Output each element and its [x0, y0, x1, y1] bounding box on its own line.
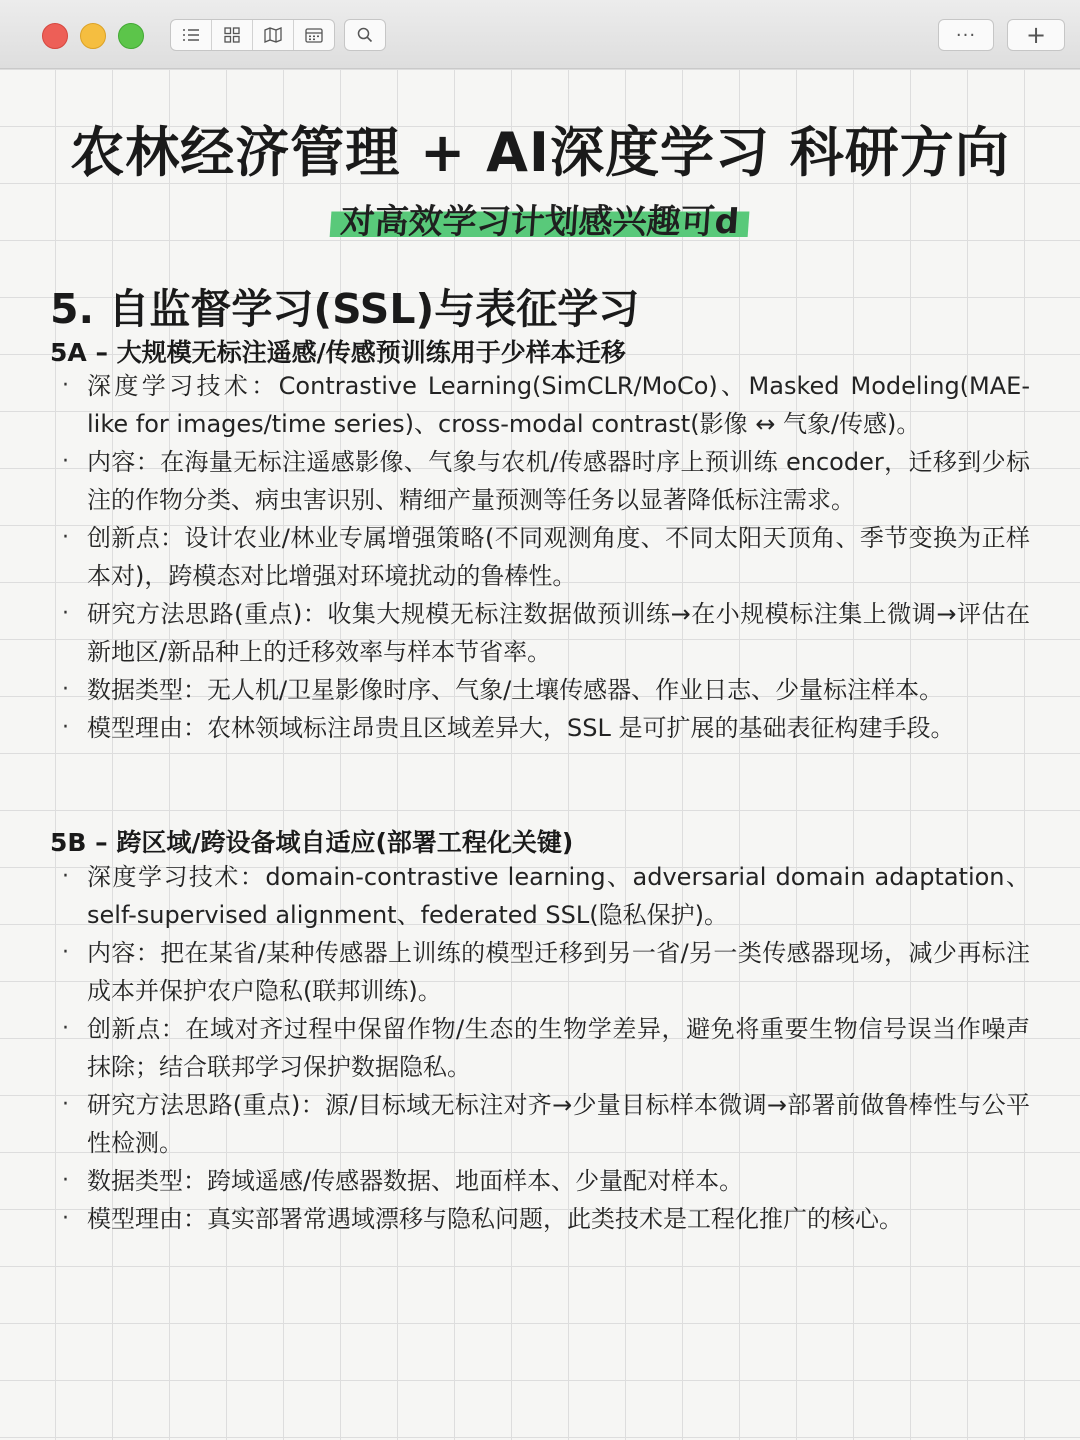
gallery-view-button[interactable] — [212, 20, 253, 50]
list-item: · 模型理由：农林领域标注昂贵且区域差异大，SSL 是可扩展的基础表征构建手段。 — [62, 709, 1030, 747]
bullet: · — [62, 525, 69, 550]
new-note-button[interactable] — [1007, 19, 1065, 51]
bullet: · — [62, 715, 69, 740]
calendar-view-button[interactable] — [294, 20, 334, 50]
bullet: · — [62, 601, 69, 626]
section-heading: 5. 自监督学习(SSL)与表征学习 — [50, 285, 640, 333]
list-icon — [182, 28, 200, 42]
more-button[interactable] — [938, 19, 994, 51]
list-item: · 创新点：在域对齐过程中保留作物/生态的生物学差异，避免将重要生物信号误当作噪声抹除；结合联邦学习保护数据隐私。 — [62, 1010, 1030, 1086]
close-window-button[interactable] — [42, 23, 68, 49]
list-item: · 研究方法思路(重点)：源/目标域无标注对齐→少量目标样本微调→部署前做鲁棒性与公平性检测。 — [62, 1086, 1030, 1162]
bullet: · — [62, 864, 69, 889]
list-item: · 创新点：设计农业/林业专属增强策略(不同观测角度、不同太阳天顶角、季节变换为正样本对)，跨模态对比增强对环境扰动的鲁棒性。 — [62, 519, 1030, 595]
subsection-heading-5a: 5A – 大规模无标注遥感/传感预训练用于少样本迁移 — [50, 338, 626, 367]
calendar-icon — [305, 27, 323, 43]
list-item: · 数据类型：跨域遥感/传感器数据、地面样本、少量配对样本。 — [62, 1162, 1030, 1200]
bullet: · — [62, 1016, 69, 1041]
page-subtitle: 对高效学习计划感兴趣可d — [329, 192, 751, 243]
subsection-heading-5b: 5B – 跨区域/跨设备域自适应(部署工程化关键) — [50, 828, 574, 857]
more-label: ··· — [955, 24, 977, 46]
view-mode-group — [170, 19, 335, 51]
add-label: + — [1025, 21, 1047, 49]
list-item: · 深度学习技术：Contrastive Learning(SimCLR/MoCo)、Masked Modeling(MAE-like for images/time series)、cross-modal contrast(影像 ↔ 气象/传感)。 — [62, 367, 1030, 443]
search-button[interactable] — [344, 19, 386, 51]
subtitle-container — [0, 192, 1080, 243]
bullet: · — [62, 449, 69, 474]
bullet: · — [62, 1168, 69, 1193]
list-item: · 数据类型：无人机/卫星影像时序、气象/土壤传感器、作业日志、少量标注样本。 — [62, 671, 1030, 709]
subsection-list-5a — [62, 367, 1030, 747]
subsection-list-5b — [62, 858, 1030, 1238]
zoom-window-button[interactable] — [118, 23, 144, 49]
minimize-window-button[interactable] — [80, 23, 106, 49]
bullet: · — [62, 1092, 69, 1117]
search-icon — [357, 27, 373, 43]
list-item: · 模型理由：真实部署常遇域漂移与隐私问题，此类技术是工程化推广的核心。 — [62, 1200, 1030, 1238]
window-titlebar — [0, 0, 1080, 69]
list-item: · 研究方法思路(重点)：收集大规模无标注数据做预训练→在小规模标注集上微调→评估在新地区/新品种上的迁移效率与样本节省率。 — [62, 595, 1030, 671]
bullet: · — [62, 373, 69, 398]
page-title: 农林经济管理 + AI深度学习 科研方向 — [70, 121, 1010, 184]
list-view-button[interactable] — [171, 20, 212, 50]
map-view-button[interactable] — [253, 20, 294, 50]
list-item: · 内容：在海量无标注遥感影像、气象与农机/传感器时序上预训练 encoder，迁移到少标注的作物分类、病虫害识别、精细产量预测等任务以显著降低标注需求。 — [62, 443, 1030, 519]
grid-icon — [224, 27, 240, 43]
bullet: · — [62, 1206, 69, 1231]
list-item: · 深度学习技术：domain-contrastive learning、adversarial domain adaptation、self-supervised alignment、federated SSL(隐私保护)。 — [62, 858, 1030, 934]
bullet: · — [62, 677, 69, 702]
list-item: · 内容：把在某省/某种传感器上训练的模型迁移到另一省/另一类传感器现场，减少再标注成本并保护农户隐私(联邦训练)。 — [62, 934, 1030, 1010]
bullet: · — [62, 940, 69, 965]
map-icon — [264, 27, 282, 43]
